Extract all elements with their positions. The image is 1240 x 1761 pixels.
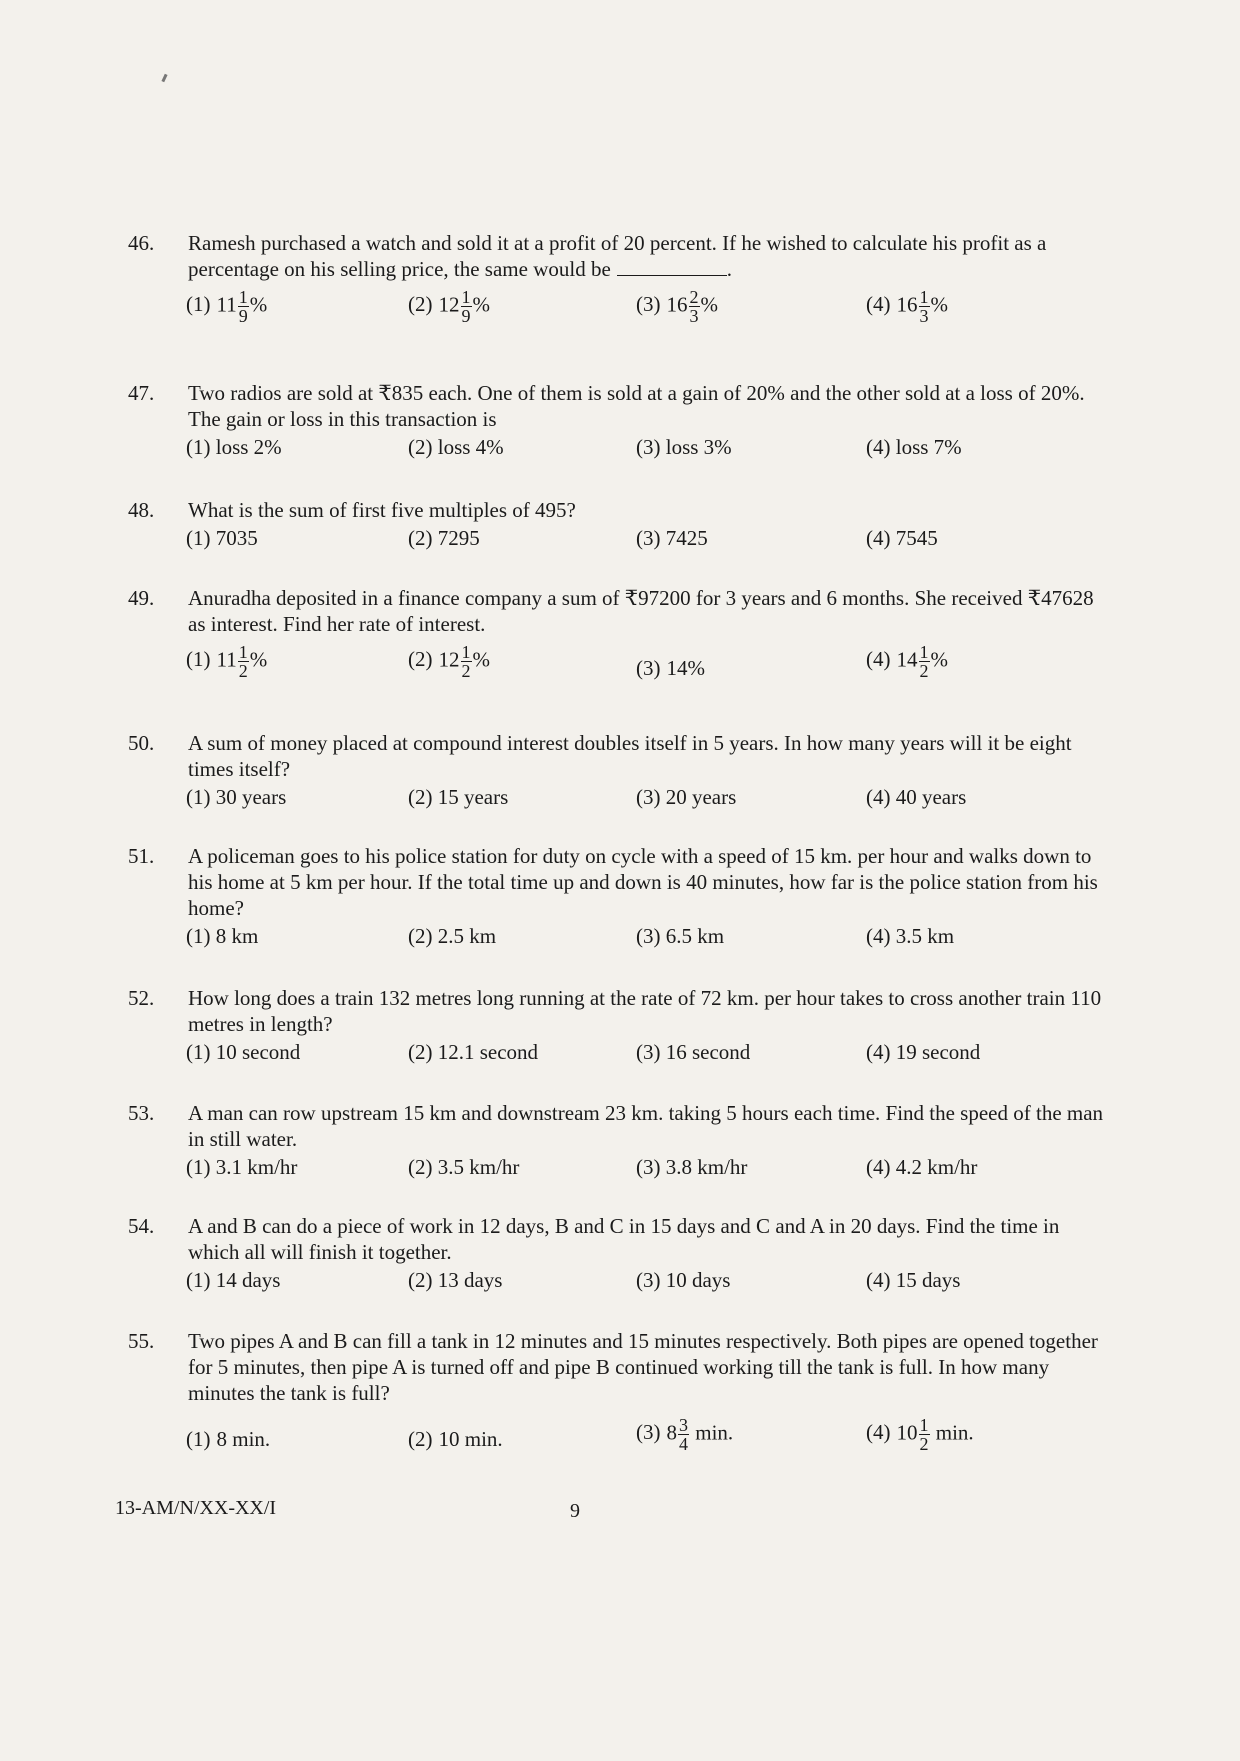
option-3: (3) 7425	[636, 526, 708, 550]
question-number: 53.	[128, 1101, 155, 1125]
options	[186, 643, 1115, 701]
question-52	[128, 985, 1115, 1069]
option-4: (4) 19 second	[866, 1040, 981, 1064]
fraction: $\frac{1}{9}$	[238, 287, 248, 326]
option-3: (3) 20 years	[636, 785, 737, 809]
option-3: (3) 16 $\frac{2}{3}$ %	[636, 287, 718, 326]
question-47	[128, 380, 1115, 464]
option-4: (4) 4.2 km/hr	[866, 1155, 978, 1179]
stray-mark	[161, 74, 167, 83]
question-text: Two pipes A and B can fill a tank in 12 minutes and 15 minutes respectively. Both pipes are opened together for 5 minutes, then pipe A is turned off and pipe B continued working till the tank is full. In how many minutes the tank is full?	[188, 1329, 1098, 1405]
option-1: (1) 11 $\frac{1}{9}$ %	[186, 287, 268, 326]
option-4: (4) 7545	[866, 526, 938, 550]
fraction: $\frac{3}{4}$	[679, 1415, 688, 1454]
question-text: What is the sum of first five multiples of 495?	[188, 498, 576, 522]
option-3: (3) 10 days	[636, 1268, 731, 1292]
option-1: (1) 11 $\frac{1}{2}$ %	[186, 642, 268, 681]
option-4: (4) 16 $\frac{1}{3}$ %	[866, 287, 948, 326]
fraction: $\frac{1}{2}$	[919, 1415, 929, 1454]
options	[186, 784, 1115, 814]
question-54	[128, 1213, 1115, 1297]
option-1: (1) loss 2%	[186, 435, 282, 459]
option-1: (1) 7035	[186, 526, 258, 550]
option-4: (4) 10 $\frac{1}{2}$ min.	[866, 1415, 974, 1454]
question-text: Ramesh purchased a watch and sold it at a profit of 20 percent. If he wished to calculate his profit as a percentage on his selling price, the same would be	[188, 231, 1047, 281]
option-4: (4) 3.5 km	[866, 924, 955, 948]
fraction: $\frac{1}{9}$	[461, 287, 471, 326]
options	[186, 1154, 1115, 1184]
option-1: (1) 8 km	[186, 924, 259, 948]
option-3: (3) 6.5 km	[636, 924, 725, 948]
question-number: 51.	[128, 844, 155, 868]
fraction: $\frac{1}{2}$	[919, 642, 929, 681]
question-53	[128, 1100, 1115, 1184]
question-text: A and B can do a piece of work in 12 days, B and C in 15 days and C and A in 20 days. Find the time in which all will finish it together.	[188, 1214, 1060, 1264]
option-1: (1) 8 min.	[186, 1427, 271, 1451]
option-3: (3) 16 second	[636, 1040, 751, 1064]
question-49	[128, 585, 1115, 701]
option-2: (2) 12.1 second	[408, 1040, 539, 1064]
option-3: (3) 8 $\frac{3}{4}$ min.	[636, 1415, 734, 1454]
option-4: (4) 15 days	[866, 1268, 961, 1292]
question-number: 47.	[128, 381, 155, 405]
option-4: (4) 14 $\frac{1}{2}$ %	[866, 642, 948, 681]
question-text: How long does a train 132 metres long running at the rate of 72 km. per hour takes to cross another train 110 metres in length?	[188, 986, 1102, 1036]
question-text: A policeman goes to his police station for duty on cycle with a speed of 15 km. per hour and walks down to his home at 5 km per hour. If the total time up and down is 40 minutes, how far is the police station from his home?	[188, 844, 1098, 920]
question-number: 49.	[128, 586, 155, 610]
options	[186, 1267, 1115, 1297]
question-48	[128, 497, 1115, 555]
option-4: (4) 40 years	[866, 785, 967, 809]
options	[186, 923, 1115, 953]
option-1: (1) 14 days	[186, 1268, 281, 1292]
option-4: (4) loss 7%	[866, 435, 962, 459]
page-number: 9	[570, 1500, 580, 1522]
option-2: (2) 10 min.	[408, 1427, 503, 1451]
option-2: (2) loss 4%	[408, 435, 504, 459]
question-46: 46. Ramesh purchased a watch and sold it at a profit of 20 percent. If he wished to calculate his profit as a percentage on his selling price, the same would be . (1) 11 $\frac{1}{9}$ % (2) 12 $\frac{1}{9}$ % (3) 16 $\frac{2}{3}$ % (4) 16 $\frac{1}{3}$ %	[140, 230, 1115, 346]
question-number: 50.	[128, 731, 155, 755]
option-1: (1) 3.1 km/hr	[186, 1155, 298, 1179]
options	[186, 434, 1115, 464]
option-2: (2) 13 days	[408, 1268, 503, 1292]
paper-code: 13-AM/N/XX-XX/I	[115, 1497, 277, 1519]
options	[186, 288, 1115, 346]
option-2: (2) 12 $\frac{1}{9}$ %	[408, 287, 490, 326]
fraction: $\frac{1}{2}$	[238, 642, 248, 681]
question-50	[128, 730, 1115, 814]
options	[186, 525, 1115, 555]
fraction: $\frac{2}{3}$	[689, 287, 699, 326]
option-2: (2) 12 $\frac{1}{2}$ %	[408, 642, 490, 681]
question-number: 55.	[128, 1329, 155, 1353]
option-2: (2) 15 years	[408, 785, 509, 809]
option-3: (3) 3.8 km/hr	[636, 1155, 748, 1179]
option-3: (3) loss 3%	[636, 435, 732, 459]
question-text: Two radios are sold at ₹835 each. One of them is sold at a gain of 20% and the other sold at a loss of 20%. The gain or loss in this transaction is	[188, 381, 1085, 431]
question-55	[128, 1328, 1115, 1474]
question-text: A man can row upstream 15 km and downstream 23 km. taking 5 hours each time. Find the speed of the man in still water.	[188, 1101, 1104, 1151]
question-number: 46.	[128, 231, 155, 255]
question-text: Anuradha deposited in a finance company a sum of ₹97200 for 3 years and 6 months. She received ₹47628 as interest. Find her rate of interest.	[188, 586, 1094, 636]
option-1: (1) 10 second	[186, 1040, 301, 1064]
option-2: (2) 2.5 km	[408, 924, 497, 948]
question-text: A sum of money placed at compound interest doubles itself in 5 years. In how many years will it be eight times itself?	[188, 731, 1072, 781]
question-number: 54.	[128, 1214, 155, 1238]
question-number: 48.	[128, 498, 155, 522]
options	[186, 1416, 1115, 1474]
options	[186, 1039, 1115, 1069]
question-number: 52.	[128, 986, 155, 1010]
fraction: $\frac{1}{3}$	[919, 287, 929, 326]
option-1: (1) 30 years	[186, 785, 287, 809]
answer-blank	[617, 275, 727, 276]
option-2: (2) 7295	[408, 526, 480, 550]
question-51	[128, 843, 1115, 953]
option-3: (3) 14%	[636, 656, 705, 680]
option-2: (2) 3.5 km/hr	[408, 1155, 520, 1179]
fraction: $\frac{1}{2}$	[461, 642, 471, 681]
